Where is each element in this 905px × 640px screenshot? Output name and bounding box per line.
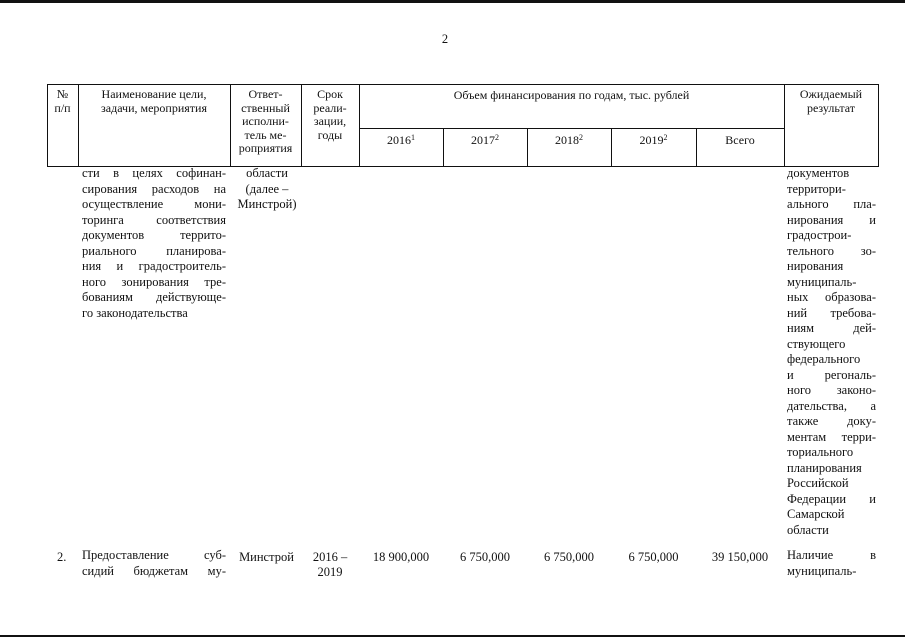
text-line: также доку- — [787, 414, 876, 428]
text-line: дательства, а — [787, 398, 876, 413]
text-line: территори- — [787, 181, 846, 196]
page-number: 2 — [441, 32, 449, 46]
row-continued-responsible — [232, 166, 302, 213]
text-line: Предоставление суб- — [82, 548, 226, 562]
text-line: ментам терри- — [787, 429, 876, 444]
text-line: Наличие в — [787, 548, 876, 562]
header-num: № п/п — [54, 87, 71, 115]
text-line: ниям дей- — [787, 321, 876, 335]
row2-result — [787, 548, 876, 579]
text-line: бованиям действующе- — [82, 290, 226, 304]
text-line: Минстрой) — [237, 197, 297, 211]
year-footnote: 1 — [411, 133, 415, 142]
text-line: и регональ- — [787, 367, 876, 382]
text-line: сти в целях софинан- — [82, 166, 226, 180]
header-responsible: Ответ- ственный исполни- тель ме- роприятия — [238, 87, 293, 155]
text-line: муниципаль- — [787, 563, 857, 578]
row2-name — [82, 548, 226, 579]
text-line: Самарской — [787, 507, 845, 521]
text-line: ного законо- — [787, 383, 876, 397]
header-total: Всего — [725, 133, 755, 147]
year-footnote: 2 — [579, 133, 583, 142]
text-line: ний требова- — [787, 305, 876, 320]
text-line: Российской — [787, 476, 849, 490]
text-line: градострои- — [787, 228, 852, 242]
text-line: тельного зо- — [787, 243, 876, 258]
text-line: осуществление мони- — [82, 197, 226, 211]
text-line: сирования расходов на — [82, 181, 226, 196]
row-continued-result — [787, 166, 876, 538]
text-line: ствующего — [787, 336, 846, 351]
text-line: (далее – — [245, 181, 289, 196]
text-line: муниципаль- — [787, 274, 857, 289]
page-bottom-edge — [0, 635, 905, 637]
row2-value-2017: 6 750,000 — [460, 550, 510, 564]
text-line: риального планирова- — [82, 243, 226, 258]
text-line: федерального — [787, 352, 861, 366]
text-line: области — [246, 166, 288, 180]
header-year-2017 — [443, 134, 527, 148]
header-year-2016 — [359, 134, 443, 148]
text-line: документов террито- — [82, 228, 226, 242]
text-line: ния и градостроитель- — [82, 259, 226, 273]
text-line: ториального — [787, 445, 854, 459]
header-funding: Объем финансирования по годам, тыс. рублей — [453, 88, 690, 102]
header-year-2018 — [527, 134, 611, 148]
text-line: Федерации и — [787, 491, 876, 506]
header-name: Наименование цели, задачи, мероприятия — [101, 87, 207, 115]
year-label: 2017 — [471, 133, 495, 147]
table-right-border — [878, 84, 879, 167]
text-line: ального пла- — [787, 197, 876, 211]
header-term: Срок реали- зации, годы — [313, 87, 347, 142]
page-top-edge — [0, 0, 905, 3]
text-line: ного зонирования тре- — [82, 274, 226, 289]
years-header-rule — [359, 128, 784, 129]
text-line: области — [787, 522, 829, 537]
text-line: торинга соответствия — [82, 212, 226, 227]
text-line: сидий бюджетам му- — [82, 563, 226, 578]
year-footnote: 2 — [663, 133, 668, 142]
year-label: 2019 — [639, 133, 664, 147]
row2-number: 2. — [57, 550, 67, 564]
text-line: нирования и — [787, 212, 876, 227]
year-label: 2018 — [555, 133, 579, 147]
row2-value-2016: 18 900,000 — [372, 550, 430, 564]
text-line: планирования — [787, 460, 862, 475]
header-expected-result: Ожидаемый результат — [799, 87, 863, 115]
row2-responsible: Минстрой — [239, 550, 294, 564]
year-label: 2016 — [387, 133, 411, 147]
header-year-2019 — [611, 134, 696, 148]
year-footnote: 2 — [495, 133, 499, 142]
table-top-rule — [47, 84, 879, 85]
row2-term: 2016 – 2019 — [312, 550, 348, 580]
row2-value-total: 39 150,000 — [711, 550, 769, 564]
text-line: ных образова- — [787, 290, 876, 304]
row2-value-2019: 6 750,000 — [628, 550, 679, 564]
row2-value-2018: 6 750,000 — [544, 550, 594, 564]
text-line: го законодательства — [82, 305, 188, 320]
text-line: нирования — [787, 259, 844, 273]
text-line: документов — [787, 166, 850, 180]
row-continued-name — [82, 166, 226, 321]
